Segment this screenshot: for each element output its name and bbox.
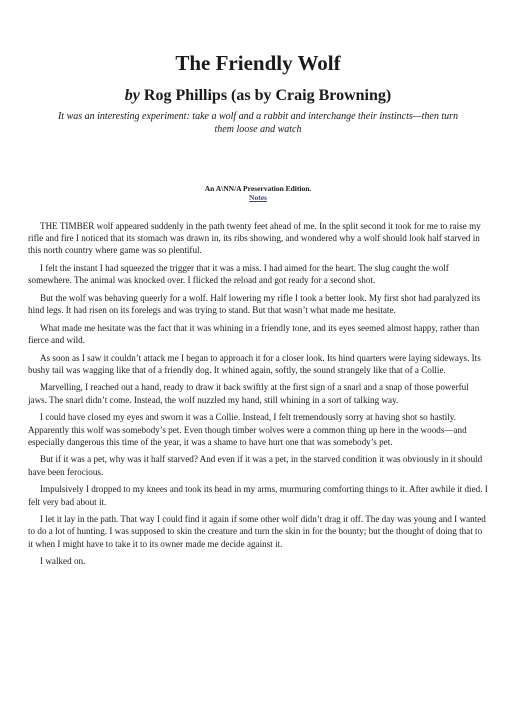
- paragraph: I felt the instant I had squeezed the trigger that it was a miss. I had aimed for the heart. The slug caught the wolf somewhere. The animal was knocked over. I flicked the reload and got ready for a second shot.: [28, 262, 449, 285]
- paragraph: I let it lay in the path. That way I could find it again if some other wolf didn’t drag it off. The day was young and I wanted to do a lot of hunting. I was supposed to skin the creature and turn the skin in for the bounty; but the thought of doing that to it when I might have to take it to its owner made me decide against it.: [28, 514, 486, 549]
- paragraph: I walked on.: [40, 556, 86, 567]
- paragraph: I could have closed my eyes and sworn it was a Collie. Instead, I felt tremendously sorry at having shot so hastily. Apparently this wolf was somebody’s pet. Even though timber wolves were a common thing up here in the woods—and especially dangerous this time of the year, it was a shame to have hurt one that was somebody’s pet.: [28, 412, 467, 447]
- paragraph: Marvelling, I reached out a hand, ready to draw it back swiftly at the first sign of a snarl and a snap of those powerful jaws. The snarl didn’t come. Instead, the wolf nuzzled my hand, still whining in a sort of talking way.: [28, 382, 469, 405]
- story-body: [28, 220, 488, 568]
- story-tagline: It was an interesting experiment: take a wolf and a rabbit and interchange their instincts—then turn them loose and watch: [57, 110, 459, 135]
- story-title: The Friendly Wolf: [175, 51, 341, 75]
- notes-link[interactable]: Notes: [249, 192, 267, 202]
- byline-author: Rog Phillips (as by Craig Browning): [143, 87, 392, 105]
- paragraph: As soon as I saw it couldn’t attack me I began to approach it for a closer look. Its hind quarters were laying sideways. Its bushy tail was wagging like that of a friendly dog. It whined again, softly, the sound strangely like that of a Collie.: [28, 352, 481, 375]
- byline-by: by: [124, 87, 140, 105]
- paragraph: But the wolf was behaving queerly for a wolf. Half lowering my rifle I took a better look. My first shot had paralyzed its hind legs. It had risen on its forelegs and was trying to stand. But that wasn’t what made me hesitate.: [28, 292, 481, 315]
- paragraph: But if it was a pet, why was it half starved? And even if it was a pet, in the starved condition it was obviously in it should have been ferocious.: [28, 454, 483, 477]
- paragraph: THE TIMBER wolf appeared suddenly in the path twenty feet ahead of me. In the split second it took for me to raise my rifle and fire I noticed that its stomach was drawn in, its ribs showing, and wondered why a wolf should look half starved in this north country where game was so plentiful.: [28, 220, 481, 256]
- edition-note: An A\NN/A Preservation Edition.: [204, 183, 312, 193]
- paragraph: Impulsively I dropped to my knees and took its head in my arms, murmuring comforting things to it. After awhile it died. I felt very bad about it.: [28, 484, 488, 507]
- paragraph: What made me hesitate was the fact that it was whining in a friendly tone, and its eyes seemed almost happy, rather than fierce and wild.: [28, 322, 480, 345]
- byline: [28, 87, 488, 105]
